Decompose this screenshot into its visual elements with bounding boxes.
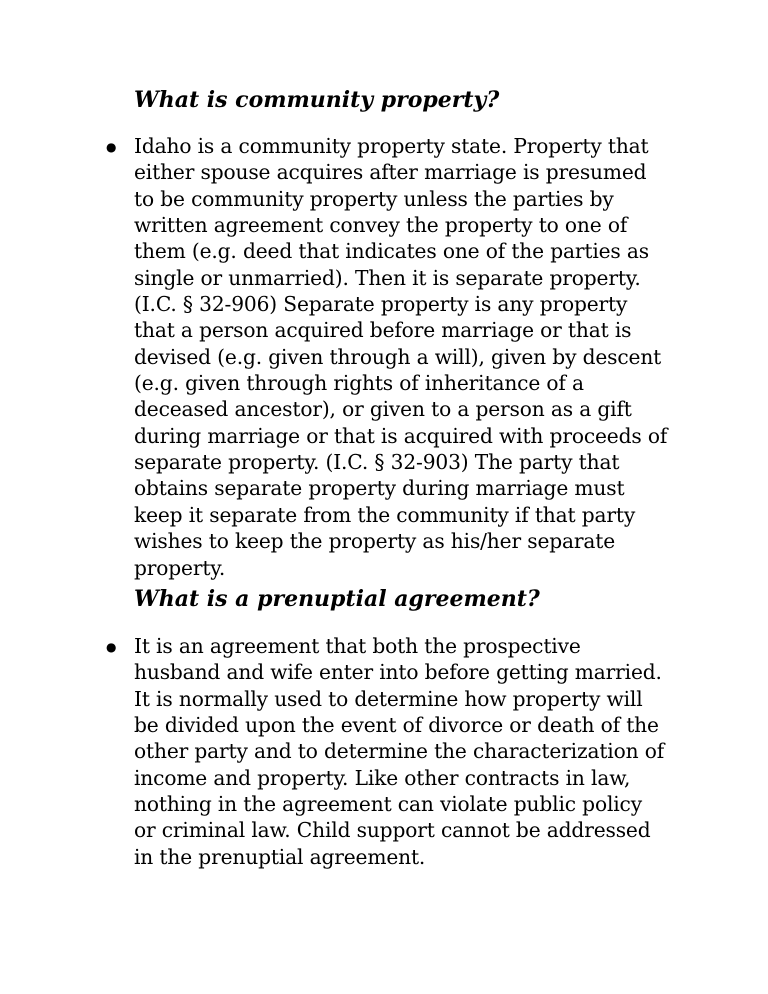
paragraph-line: It is normally used to determine how property will [134,686,643,711]
paragraph-line: wishes to keep the property as his/her separate [134,529,616,554]
bullet-icon: ● [106,140,117,154]
paragraph-line: or criminal law. Child support cannot be addressed [134,818,651,843]
paragraph-line: (I.C. § 32-906) Separate property is any property [134,292,628,317]
paragraph-line: husband and wife enter into before getting married. [134,660,662,685]
paragraph-line: property. [134,555,226,580]
section-heading: What is community property? [134,87,500,113]
paragraph-line: either spouse acquires after marriage is presumed [134,160,647,185]
paragraph-line: keep it separate from the community if that party [134,502,636,527]
bullet-icon: ● [106,640,117,654]
paragraph-line: them (e.g. deed that indicates one of the parties as [134,239,650,264]
paragraph-line: during marriage or that is acquired with proceeds of [134,423,668,448]
paragraph-line: nothing in the agreement can violate public policy [134,792,642,817]
section-paragraph [134,133,674,581]
paragraph-line: written agreement convey the property to one of [134,213,628,238]
paragraph-line: (e.g. given through rights of inheritance of a [134,371,584,396]
paragraph-line: in the prenuptial agreement. [134,844,426,869]
paragraph-line: deceased ancestor), or given to a person as a gift [134,397,632,422]
paragraph-line: be divided upon the event of divorce or death of the [134,713,659,738]
paragraph-line: single or unmarried). Then it is separate property. [134,265,641,290]
paragraph-line: that a person acquired before marriage or that is [134,318,632,343]
paragraph-line: separate property. (I.C. § 32-903) The party that [134,450,620,475]
paragraph-line: to be community property unless the parties by [134,186,614,211]
section-paragraph [134,633,674,870]
section-heading: What is a prenuptial agreement? [134,586,540,612]
paragraph-line: It is an agreement that both the prospective [134,634,581,658]
paragraph-line: devised (e.g. given through a will), given by descent [134,344,662,369]
paragraph-line: income and property. Like other contracts in law, [134,765,631,790]
paragraph-line: other party and to determine the characterization of [134,739,665,764]
paragraph-line: Idaho is a community property state. Property that [134,134,649,158]
paragraph-line: obtains separate property during marriage must [134,476,625,501]
